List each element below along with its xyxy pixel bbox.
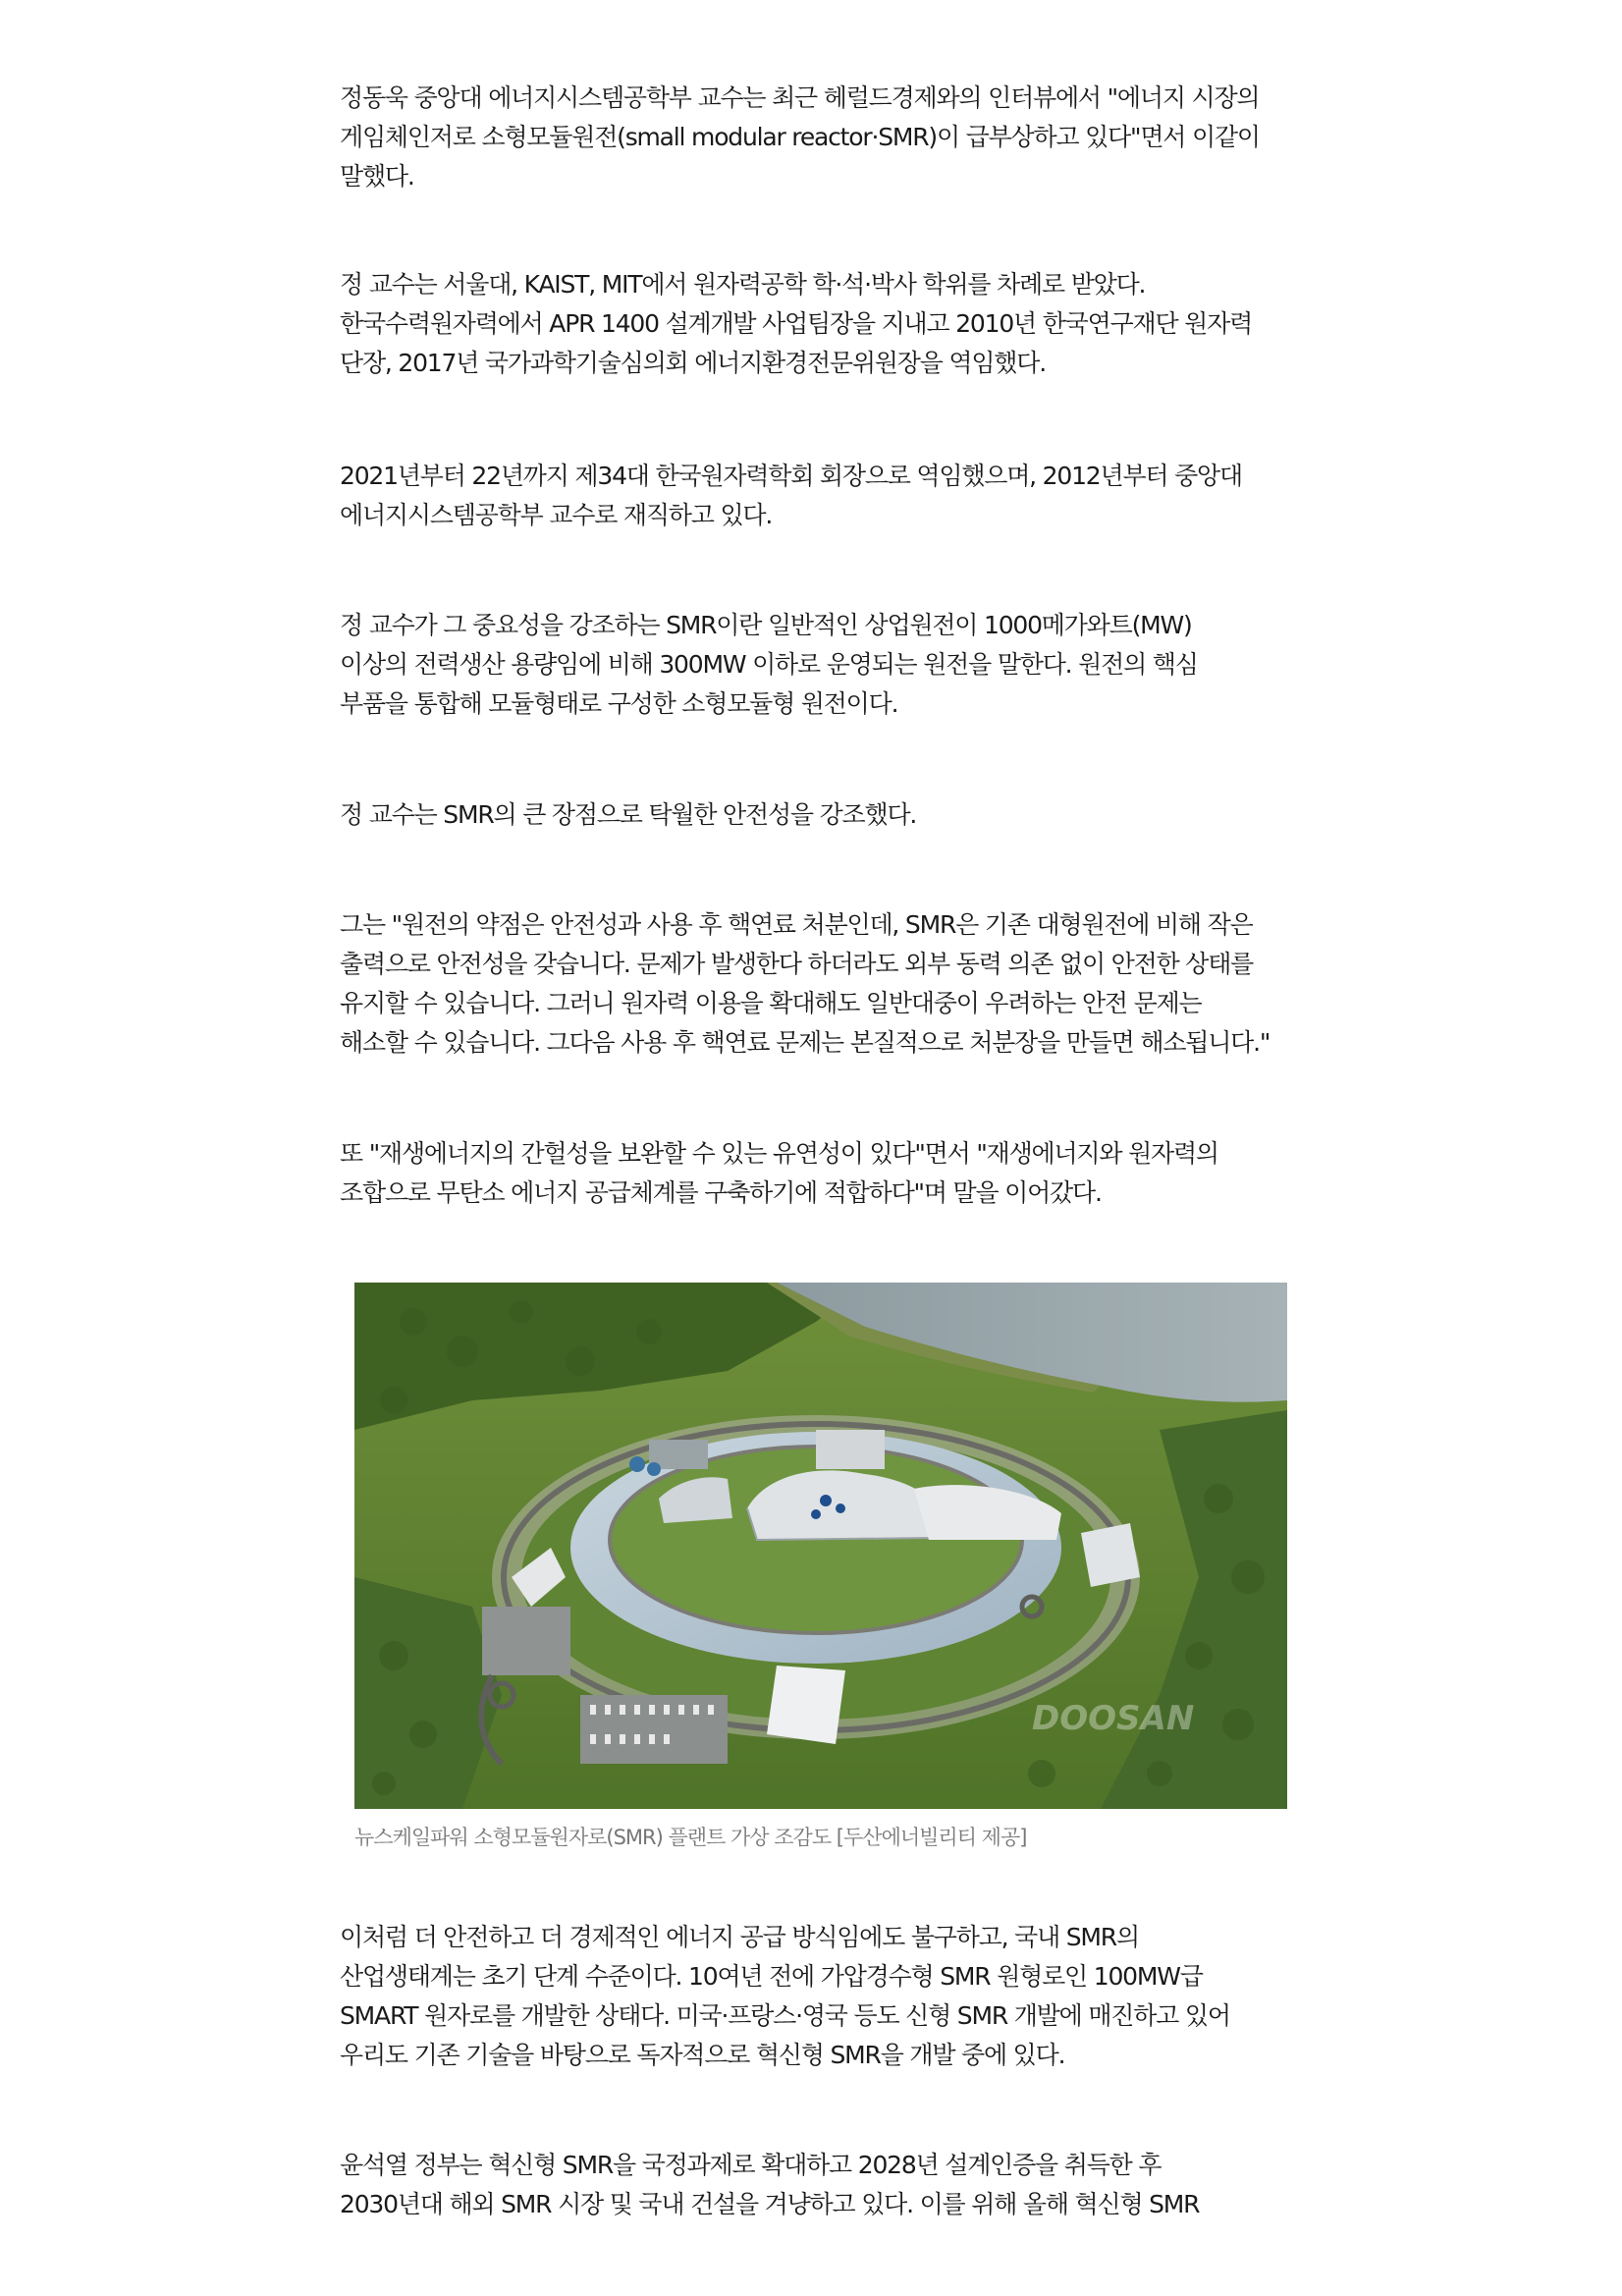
text-line: 말했다. (340, 162, 414, 191)
text-line: 그는 "원전의 약점은 안전성과 사용 후 핵연료 처분인데, SMR은 기존 대형원전에 비해 작은 (340, 910, 1253, 939)
figure-caption: 뉴스케일파워 소형모듈원자로(SMR) 플랜트 가상 조감도 [두산에너빌리티 제공] (354, 1826, 1027, 1849)
text-line: 정 교수가 그 중요성을 강조하는 SMR이란 일반적인 상업원전이 1000메가와트(MW) (340, 611, 1192, 639)
text-line: SMART 원자로를 개발한 상태다. 미국·프랑스·영국 등도 신형 SMR 개발에 매진하고 있어 (340, 2001, 1230, 2030)
text-line: 산업생태계는 초기 단계 수준이다. 10여년 전에 가압경수형 SMR 원형로인 100MW급 (340, 1962, 1203, 1991)
text-line: 이처럼 더 안전하고 더 경제적인 에너지 공급 방식임에도 불구하고, 국내 SMR의 (340, 1923, 1139, 1951)
text-line: 부품을 통합해 모듈형태로 구성한 소형모듈형 원전이다. (340, 689, 898, 718)
paragraph-9 (340, 2146, 1322, 2224)
paragraph-3 (340, 457, 1322, 535)
text-line: 이상의 전력생산 용량임에 비해 300MW 이하로 운영되는 원전을 말한다. 원전의 핵심 (340, 650, 1198, 679)
text-line: 유지할 수 있습니다. 그러니 원자력 이용을 확대해도 일반대중이 우려하는 안전 문제는 (340, 989, 1202, 1017)
text-line: 게임체인저로 소형모듈원전(small modular reactor·SMR)이 급부상하고 있다"면서 이같이 (340, 123, 1260, 151)
paragraph-1 (340, 79, 1322, 196)
smr-plant-aerial-image (354, 1283, 1287, 1809)
paragraph-8 (340, 1918, 1322, 2075)
text-line: 한국수력원자력에서 APR 1400 설계개발 사업팀장을 지내고 2010년 한국연구재단 원자력 (340, 309, 1253, 338)
doosan-watermark: DOOSAN (1032, 1699, 1195, 1738)
paragraph-2 (340, 265, 1322, 383)
text-line: 윤석열 정부는 혁신형 SMR을 국정과제로 확대하고 2028년 설계인증을 취득한 후 (340, 2151, 1162, 2179)
text-line: 에너지시스템공학부 교수로 재직하고 있다. (340, 501, 773, 529)
paragraph-6 (340, 905, 1322, 1063)
text-line: 출력으로 안전성을 갖습니다. 문제가 발생한다 하더라도 외부 동력 의존 없이 안전한 상태를 (340, 950, 1254, 978)
text-line: 정동욱 중앙대 에너지시스템공학부 교수는 최근 헤럴드경제와의 인터뷰에서 "에너지 시장의 (340, 83, 1260, 112)
text-line: 2030년대 해외 SMR 시장 및 국내 건설을 겨냥하고 있다. 이를 위해 올해 혁신형 SMR (340, 2190, 1200, 2218)
paragraph-5 (340, 795, 1322, 835)
text-line: 정 교수는 SMR의 큰 장점으로 탁월한 안전성을 강조했다. (340, 800, 917, 829)
paragraph-7 (340, 1134, 1322, 1213)
text-line: 정 교수는 서울대, KAIST, MIT에서 원자력공학 학·석·박사 학위를 차례로 받았다. (340, 270, 1146, 299)
text-line: 해소할 수 있습니다. 그다음 사용 후 핵연료 문제는 본질적으로 처분장을 만들면 해소됩니다." (340, 1028, 1271, 1057)
text-line: 2021년부터 22년까지 제34대 한국원자력학회 회장으로 역임했으며, 2012년부터 중앙대 (340, 462, 1242, 490)
text-line: 우리도 기존 기술을 바탕으로 독자적으로 혁신형 SMR을 개발 중에 있다. (340, 2041, 1065, 2069)
article-figure (354, 1283, 1287, 1852)
text-line: 조합으로 무탄소 에너지 공급체계를 구축하기에 적합하다"며 말을 이어갔다. (340, 1178, 1102, 1207)
text-line: 단장, 2017년 국가과학기술심의회 에너지환경전문위원장을 역임했다. (340, 349, 1046, 377)
paragraph-4 (340, 606, 1322, 724)
text-line: 또 "재생에너지의 간헐성을 보완할 수 있는 유연성이 있다"면서 "재생에너지와 원자력의 (340, 1139, 1218, 1168)
